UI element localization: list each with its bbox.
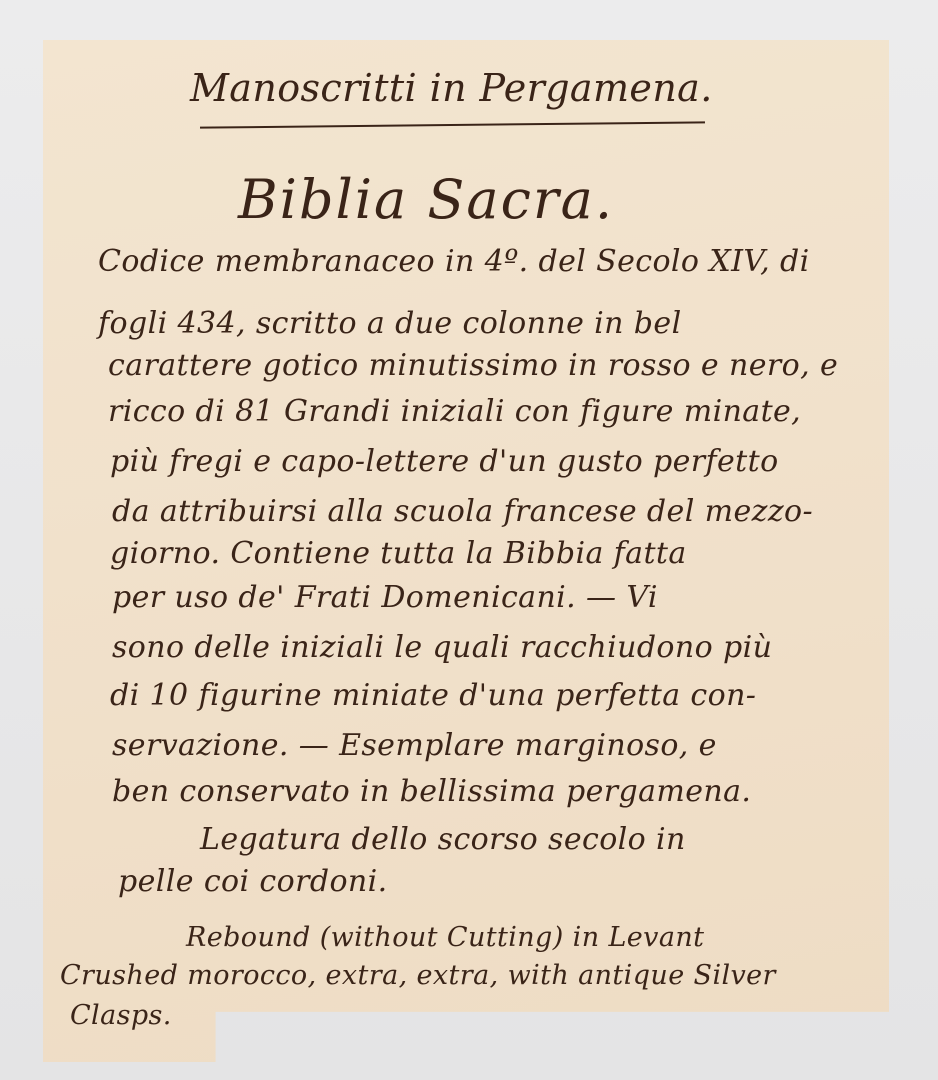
body-line: di 10 figurine miniate d'una perfetta con- (110, 678, 757, 713)
body-line: sono delle iniziali le quali racchiudono più (112, 630, 773, 665)
body-line: giorno. Contiene tutta la Bibbia fatta (110, 536, 687, 571)
body-line: ben conservato in bellissima pergamena. (112, 774, 752, 809)
body-line: Codice membranaceo in 4º. del Secolo XIV, di (98, 244, 810, 279)
rebound-note-line: Clasps. (70, 1000, 172, 1031)
document-subtitle: Biblia Sacra. (238, 168, 615, 231)
body-line: per uso de' Frati Domenicani. — Vi (112, 580, 658, 615)
document-title: Manoscritti in Pergamena. (190, 66, 713, 110)
body-line: pelle coi cordoni. (118, 864, 388, 899)
body-line: da attribuirsi alla scuola francese del mezzo- (112, 494, 814, 529)
body-line: ricco di 81 Grandi iniziali con figure minate, (108, 394, 802, 429)
body-line: carattere gotico minutissimo in rosso e nero, e (108, 348, 839, 383)
body-line: Legatura dello scorso secolo in (200, 822, 686, 857)
body-line: fogli 434, scritto a due colonne in bel (98, 306, 682, 341)
rebound-note-line: Crushed morocco, extra, extra, with antique Silver (60, 960, 776, 991)
body-line: servazione. — Esemplare marginoso, e (112, 728, 717, 763)
rebound-note-line: Rebound (without Cutting) in Levant (186, 922, 705, 953)
body-line: più fregi e capo-lettere d'un gusto perfetto (110, 444, 779, 479)
